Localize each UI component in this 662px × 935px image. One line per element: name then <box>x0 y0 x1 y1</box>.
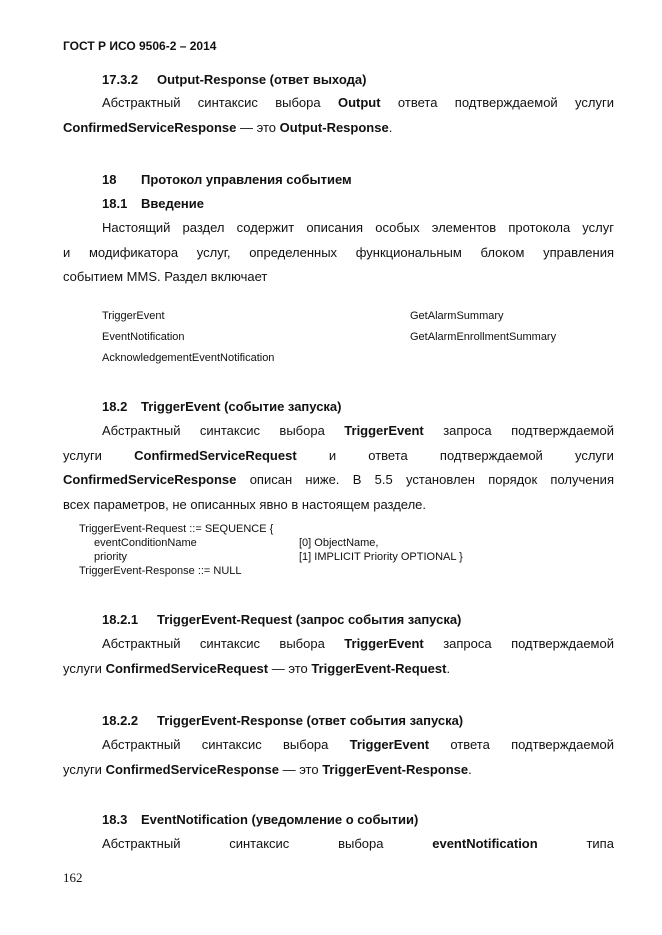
heading-17-3-2 <box>102 72 366 87</box>
heading-18-2-2 <box>102 713 463 728</box>
paragraph-line: Абстрактный синтаксис выбора Output ответа подтверждаемой услуги <box>102 95 614 110</box>
paragraph-line: всех параметров, не описанных явно в настоящем разделе. <box>63 496 427 512</box>
list-item: GetAlarmSummary <box>410 310 504 322</box>
list-item: EventNotification <box>102 331 185 343</box>
heading-number: 18.2 <box>102 399 128 414</box>
paragraph-line: Абстрактный синтаксис выбора TriggerEvent ответа подтверждаемой <box>102 737 614 752</box>
heading-18-2 <box>102 399 341 414</box>
heading-title: Введение <box>141 196 204 211</box>
paragraph-line: услуги ConfirmedServiceRequest и ответа подтверждаемой услуги <box>63 447 614 463</box>
paragraph-line: услуги ConfirmedServiceResponse — это TriggerEvent-Response. <box>63 761 472 777</box>
paragraph-line: ConfirmedServiceResponse — это Output-Response. <box>63 119 393 135</box>
list-item: TriggerEvent <box>102 310 165 322</box>
paragraph-line: Абстрактный синтаксис выбора TriggerEvent запроса подтверждаемой <box>102 636 614 651</box>
heading-18-1 <box>102 196 204 211</box>
paragraph-18-3 <box>63 832 614 857</box>
document-header: ГОСТ Р ИСО 9506-2 – 2014 <box>63 39 217 53</box>
asn1-code-line: TriggerEvent-Request ::= SEQUENCE { <box>79 523 274 535</box>
heading-18-3 <box>102 812 418 827</box>
paragraph-18-2 <box>63 419 614 517</box>
heading-number: 18.2.1 <box>102 612 139 627</box>
asn1-code-line: [1] IMPLICIT Priority OPTIONAL } <box>299 551 463 563</box>
page-number: 162 <box>63 870 83 885</box>
paragraph-line: Абстрактный синтаксис выбора TriggerEvent запроса подтверждаемой <box>102 423 614 438</box>
heading-title: Output-Response (ответ выхода) <box>157 72 367 87</box>
heading-number: 18.1 <box>102 196 128 211</box>
heading-title: TriggerEvent-Request (запрос события запуска) <box>157 612 462 627</box>
paragraph-line: Абстрактный синтаксис выбора eventNotification типа <box>102 836 614 851</box>
asn1-code-line: [0] ObjectName, <box>299 537 379 549</box>
list-item: GetAlarmEnrollmentSummary <box>410 331 557 343</box>
asn1-code-line: TriggerEvent-Response ::= NULL <box>79 565 242 577</box>
paragraph-18-1 <box>63 216 614 290</box>
heading-title: EventNotification (уведомление о событии) <box>141 812 419 827</box>
heading-title: TriggerEvent-Response (ответ события запуска) <box>157 713 464 728</box>
paragraph-18-2-2 <box>63 733 614 782</box>
paragraph-line: ConfirmedServiceResponse описан ниже. В 5.5 установлен порядок получения <box>63 472 614 487</box>
paragraph-line: Настоящий раздел содержит описания особых элементов протокола услуг <box>102 220 614 235</box>
heading-number: 18.2.2 <box>102 713 139 728</box>
paragraph-18-2-1 <box>63 632 614 681</box>
paragraph-17-3-2 <box>63 91 614 140</box>
heading-18 <box>102 172 352 187</box>
heading-title: TriggerEvent (событие запуска) <box>141 399 342 414</box>
heading-number: 17.3.2 <box>102 72 139 87</box>
list-item: AcknowledgementEventNotification <box>102 352 275 364</box>
asn1-code-line: eventConditionName <box>94 537 197 549</box>
heading-number: 18 <box>102 172 117 187</box>
heading-18-2-1 <box>102 612 461 627</box>
paragraph-line: событием MMS. Раздел включает <box>63 269 268 284</box>
heading-title: Протокол управления событием <box>141 172 352 187</box>
paragraph-line: и модификатора услуг, определенных функциональным блоком управления <box>63 244 614 260</box>
asn1-code-line: priority <box>94 551 128 563</box>
heading-number: 18.3 <box>102 812 128 827</box>
paragraph-line: услуги ConfirmedServiceRequest — это TriggerEvent-Request. <box>63 660 451 676</box>
